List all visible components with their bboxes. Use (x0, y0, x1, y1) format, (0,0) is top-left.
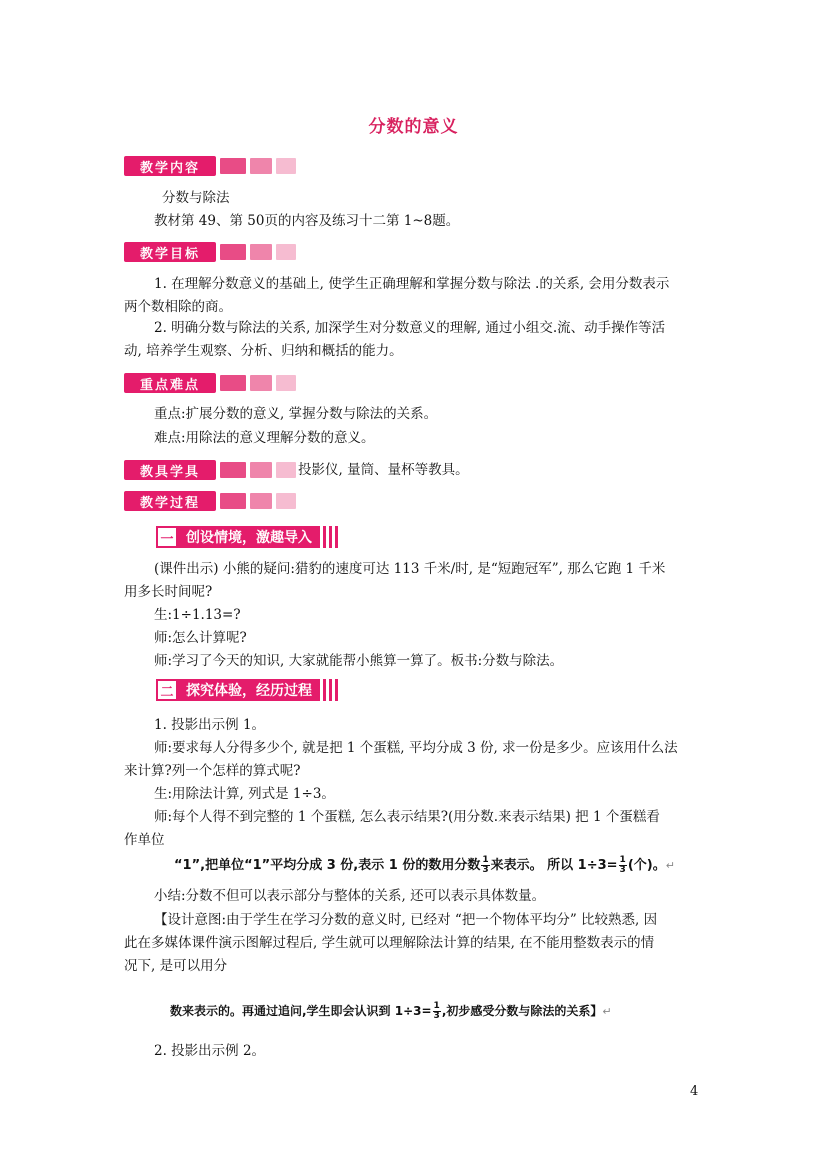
decor-square (276, 244, 296, 260)
formula-text: “1”,把单位“1”平均分成 3 份,表示 1 份的数用分数 (174, 858, 481, 873)
phase-number: 一 (156, 526, 178, 548)
page-title: 分数的意义 (368, 117, 459, 137)
text-line: 1. 在理解分数意义的基础上, 使学生正确理解和掌握分数与除法 .的关系, 会用分数表示 (154, 276, 670, 292)
text-line: 来计算?列一个怎样的算式呢? (124, 763, 301, 779)
section-header-content (124, 155, 296, 177)
fraction-denominator: 3 (482, 865, 489, 875)
text-line: 分数与除法 (162, 190, 230, 206)
text-line: 师:每个人得不到完整的 1 个蛋糕, 怎么表示结果?(用分数.来表示结果) 把 1 个蛋糕看 (154, 809, 660, 825)
formula-line (174, 854, 675, 878)
text-line: 作单位 (124, 832, 165, 848)
decor-square (220, 244, 246, 260)
fraction-numerator: 1 (433, 1001, 440, 1011)
section-label: 教学目标 (124, 242, 216, 262)
decor-square (250, 462, 272, 478)
return-mark: ↵ (602, 1005, 612, 1018)
formula-text: 数来表示的。再通过追问,学生即会认识到 1÷3= (170, 1004, 432, 1018)
text-line: 难点:用除法的意义理解分数的意义。 (154, 430, 375, 446)
decor-square (250, 244, 272, 260)
return-mark: ↵ (665, 859, 675, 872)
text-line: 况下, 是可以用分 (124, 958, 228, 974)
fraction-numerator: 1 (619, 855, 626, 865)
formula-line (170, 1000, 612, 1023)
decor-bars (323, 679, 341, 701)
text-line: 2. 明确分数与除法的关系, 加深学生对分数意义的理解, 通过小组交.流、动手操作等活 (154, 320, 666, 336)
phase-banner-2 (156, 679, 341, 701)
formula-text: ,初步感受分数与除法的关系】 (441, 1004, 603, 1018)
text-line: 重点:扩展分数的意义, 掌握分数与除法的关系。 (154, 406, 438, 422)
section-header-keypoints (124, 372, 296, 394)
phase-title: 创设情境，激趣导入 (178, 526, 320, 548)
decor-square (220, 375, 246, 391)
text-line: 小结:分数不但可以表示部分与整体的关系, 还可以表示具体数量。 (154, 888, 546, 904)
text-line: 生:用除法计算, 列式是 1÷3。 (154, 786, 335, 802)
text-line: 教材第 49、第 50页的内容及练习十二第 1~8题。 (154, 213, 460, 229)
decor-square (276, 158, 296, 174)
phase-banner-1 (156, 526, 341, 548)
text-line: 2. 投影出示例 2。 (154, 1043, 266, 1059)
section-label: 重点难点 (124, 373, 216, 393)
fraction (619, 856, 627, 875)
page-number: 4 (690, 1084, 699, 1099)
decor-square (250, 493, 272, 509)
text-line: 生:1÷1.13=? (154, 607, 241, 623)
section-label: 教具学具 (124, 460, 216, 480)
decor-square (276, 375, 296, 391)
text-line: (课件出示) 小熊的疑问:猎豹的速度可达 113 千米/时, 是“短跑冠军”, 那么它跑 1 千米 (154, 561, 666, 577)
text-line: 师:学习了今天的知识, 大家就能帮小熊算一算了。板书:分数与除法。 (154, 653, 564, 669)
decor-square (276, 493, 296, 509)
text-line: 此在多媒体课件演示图解过程后, 学生就可以理解除法计算的结果, 在不能用整数表示的情 (124, 935, 655, 951)
formula-text: 来表示。 所以 1÷3= (490, 858, 618, 873)
text-line: 两个数相除的商。 (124, 299, 232, 315)
section-label: 教学过程 (124, 491, 216, 511)
fraction-denominator: 3 (433, 1011, 440, 1021)
section-label: 教学内容 (124, 156, 216, 176)
text-line: 师:怎么计算呢? (154, 630, 247, 646)
decor-square (250, 375, 272, 391)
text-line: 师:要求每人分得多少个, 就是把 1 个蛋糕, 平均分成 3 份, 求一份是多少。应该用什么法 (154, 740, 678, 756)
fraction (481, 856, 489, 875)
decor-bars (323, 526, 341, 548)
phase-title: 探究体验，经历过程 (178, 679, 320, 701)
text-line: 1. 投影出示例 1。 (154, 717, 266, 733)
tools-text: 投影仪, 量筒、量杯等教具。 (298, 462, 469, 478)
section-header-process (124, 490, 296, 512)
fraction (433, 1002, 441, 1021)
decor-square (276, 462, 296, 478)
text-line: 【设计意图:由于学生在学习分数的意义时, 已经对 “把一个物体平均分” 比较熟悉, 因 (154, 912, 658, 928)
decor-square (220, 462, 246, 478)
section-header-tools (124, 459, 469, 481)
text-line: 动, 培养学生观察、分析、归纳和概括的能力。 (124, 343, 403, 359)
text-line: 用多长时间呢? (124, 584, 213, 600)
decor-square (220, 158, 246, 174)
section-header-goals (124, 241, 296, 263)
fraction-numerator: 1 (482, 855, 489, 865)
fraction-denominator: 3 (619, 865, 626, 875)
decor-square (250, 158, 272, 174)
phase-number: 二 (156, 679, 178, 701)
decor-square (220, 493, 246, 509)
formula-text: (个)。 (627, 858, 666, 873)
